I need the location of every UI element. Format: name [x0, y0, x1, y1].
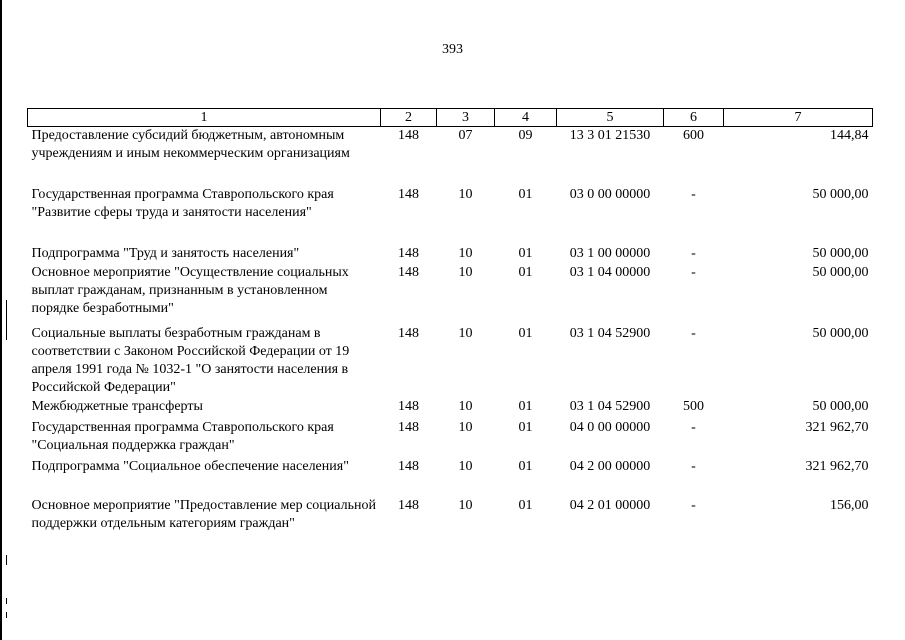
table-row — [28, 458, 873, 497]
row-code-6: - — [691, 245, 696, 261]
column-header: 3 — [437, 109, 495, 127]
row-amount: 50 000,00 — [812, 186, 869, 202]
row-code-4: 01 — [518, 325, 533, 341]
row-code-6: 600 — [683, 128, 704, 143]
column-header: 5 — [557, 109, 664, 127]
row-code-3: 07 — [458, 128, 473, 143]
row-code-4: 01 — [518, 186, 533, 202]
row-code-4: 01 — [518, 458, 533, 474]
table-row — [28, 398, 873, 419]
row-code-5: 03 0 00 00000 — [569, 186, 651, 202]
row-code-6: - — [691, 325, 696, 341]
row-code-5: 04 0 00 00000 — [569, 419, 651, 435]
row-code-2: 148 — [398, 128, 419, 143]
table-row — [28, 245, 873, 264]
row-code-5: 03 1 00 00000 — [569, 245, 651, 261]
column-header: 6 — [664, 109, 724, 127]
row-code-4: 01 — [518, 245, 533, 261]
row-amount: 50 000,00 — [812, 398, 869, 414]
row-code-3: 10 — [458, 497, 473, 513]
row-code-5: 03 1 04 00000 — [569, 264, 651, 280]
scan-mark — [6, 300, 7, 340]
row-code-6: - — [691, 186, 696, 202]
row-code-3: 10 — [458, 398, 473, 414]
row-amount: 50 000,00 — [812, 264, 869, 280]
row-amount: 156,00 — [830, 497, 869, 513]
row-code-2: 148 — [398, 398, 419, 414]
column-header: 2 — [381, 109, 437, 127]
row-name: Основное мероприятие "Осуществление социальных выплат гражданам, признанным в установленном порядке безработными" — [31, 264, 349, 316]
row-code-3: 10 — [458, 186, 473, 202]
row-code-2: 148 — [398, 325, 419, 341]
row-name: Государственная программа Ставропольского края "Социальная поддержка граждан" — [31, 419, 334, 453]
scan-mark — [6, 598, 7, 604]
row-code-2: 148 — [398, 458, 419, 474]
row-code-6: - — [691, 419, 696, 435]
row-code-3: 10 — [458, 419, 473, 435]
row-code-6: - — [691, 497, 696, 513]
table-row — [28, 419, 873, 458]
row-name: Подпрограмма "Социальное обеспечение населения" — [31, 458, 349, 474]
budget-table — [27, 108, 873, 557]
row-amount: 321 962,70 — [805, 419, 869, 435]
page-number: 393 — [442, 42, 463, 57]
row-code-4: 01 — [518, 264, 533, 280]
row-code-2: 148 — [398, 264, 419, 280]
row-name: Подпрограмма "Труд и занятость населения" — [31, 245, 300, 261]
column-header: 4 — [495, 109, 557, 127]
row-name: Предоставление субсидий бюджетным, автономным учреждениям и иным некоммерческим организациям — [31, 128, 350, 161]
table-row — [28, 264, 873, 325]
row-code-3: 10 — [458, 264, 473, 280]
row-code-5: 03 1 04 52900 — [569, 325, 651, 341]
row-code-3: 10 — [458, 458, 473, 474]
row-code-5: 04 2 00 00000 — [569, 458, 651, 474]
row-name: Межбюджетные трансферты — [31, 398, 203, 414]
row-code-5: 04 2 01 00000 — [569, 497, 651, 513]
row-name: Государственная программа Ставропольского края "Развитие сферы труда и занятости населения" — [31, 186, 334, 220]
scan-mark — [6, 612, 7, 618]
table-row — [28, 186, 873, 245]
row-code-3: 10 — [458, 245, 473, 261]
scan-mark — [6, 555, 7, 565]
row-name: Социальные выплаты безработным гражданам в соответствии с Законом Российской Федерации от 19 апреля 1991 года № 1032-1 "О занятости населения в Российской Федерации" — [31, 325, 350, 395]
column-header: 1 — [28, 109, 381, 127]
row-code-4: 01 — [518, 398, 533, 414]
row-code-4: 01 — [518, 497, 533, 513]
row-code-6: - — [691, 264, 696, 280]
row-code-6: - — [691, 458, 696, 474]
row-amount: 144,84 — [830, 128, 869, 143]
row-code-2: 148 — [398, 245, 419, 261]
table-row — [28, 497, 873, 557]
row-code-3: 10 — [458, 325, 473, 341]
row-code-4: 01 — [518, 419, 533, 435]
row-amount: 50 000,00 — [812, 325, 869, 341]
row-code-4: 09 — [518, 128, 533, 143]
header-row — [28, 109, 873, 127]
column-header: 7 — [724, 109, 873, 127]
scan-edge-line — [0, 0, 2, 640]
row-code-5: 13 3 01 21530 — [569, 128, 651, 143]
table-row — [28, 127, 873, 186]
row-code-5: 03 1 04 52900 — [569, 398, 651, 414]
row-amount: 321 962,70 — [805, 458, 869, 474]
table-row — [28, 325, 873, 398]
row-code-2: 148 — [398, 419, 419, 435]
row-code-2: 148 — [398, 186, 419, 202]
row-code-2: 148 — [398, 497, 419, 513]
row-name: Основное мероприятие "Предоставление мер социальной поддержки отдельным категориям граждан" — [31, 497, 376, 531]
row-amount: 50 000,00 — [812, 245, 869, 261]
row-code-6: 500 — [683, 398, 704, 414]
